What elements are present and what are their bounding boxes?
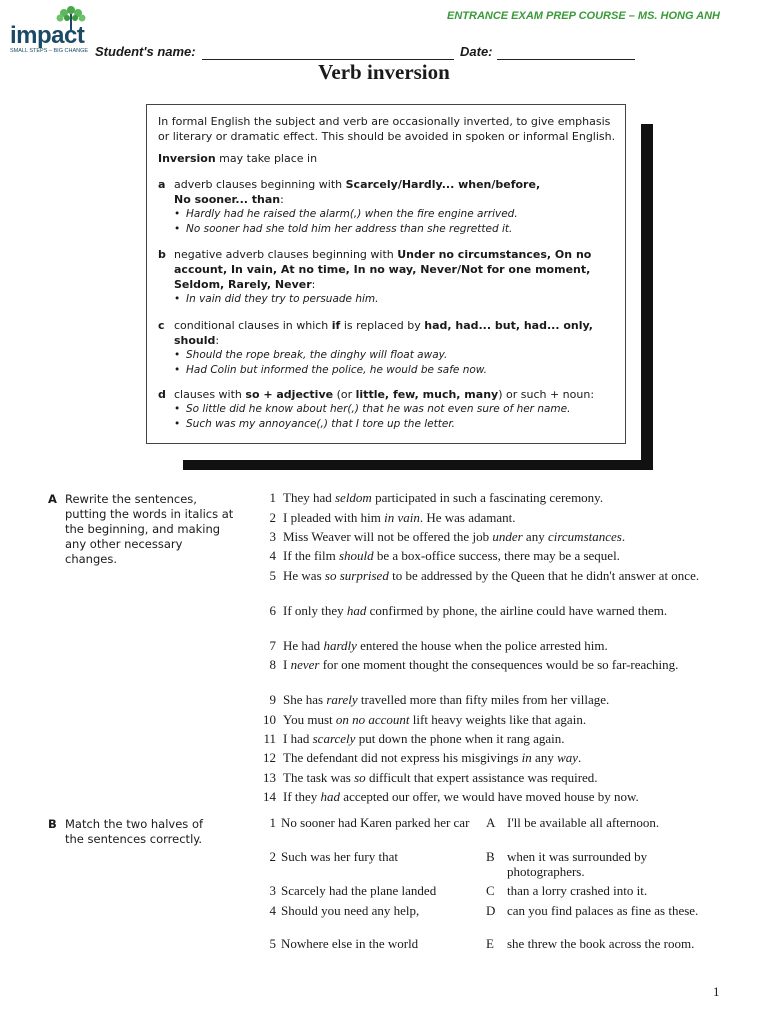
page-number: 1 xyxy=(713,984,720,999)
box-may-line: Inversion may take place in xyxy=(158,152,318,165)
page-title: Verb inversion xyxy=(318,60,450,84)
logo-wordmark: impact xyxy=(10,22,85,49)
impact-logo xyxy=(8,4,88,56)
logo-tagline: SMALL STEPS – BIG CHANGE xyxy=(10,48,89,54)
course-title: ENTRANCE EXAM PREP COURSE – MS. HONG ANH xyxy=(447,10,720,22)
date-label: Date: xyxy=(460,44,493,59)
box-shadow-bottom xyxy=(183,460,653,470)
box-shadow-right xyxy=(641,124,653,470)
box-intro: In formal English the subject and verb are occasionally inverted, to give emphasis or literary or dramatic effect. This should be avoided in spoken or informal English. xyxy=(158,115,616,143)
student-name-label: Student's name: xyxy=(95,44,196,59)
